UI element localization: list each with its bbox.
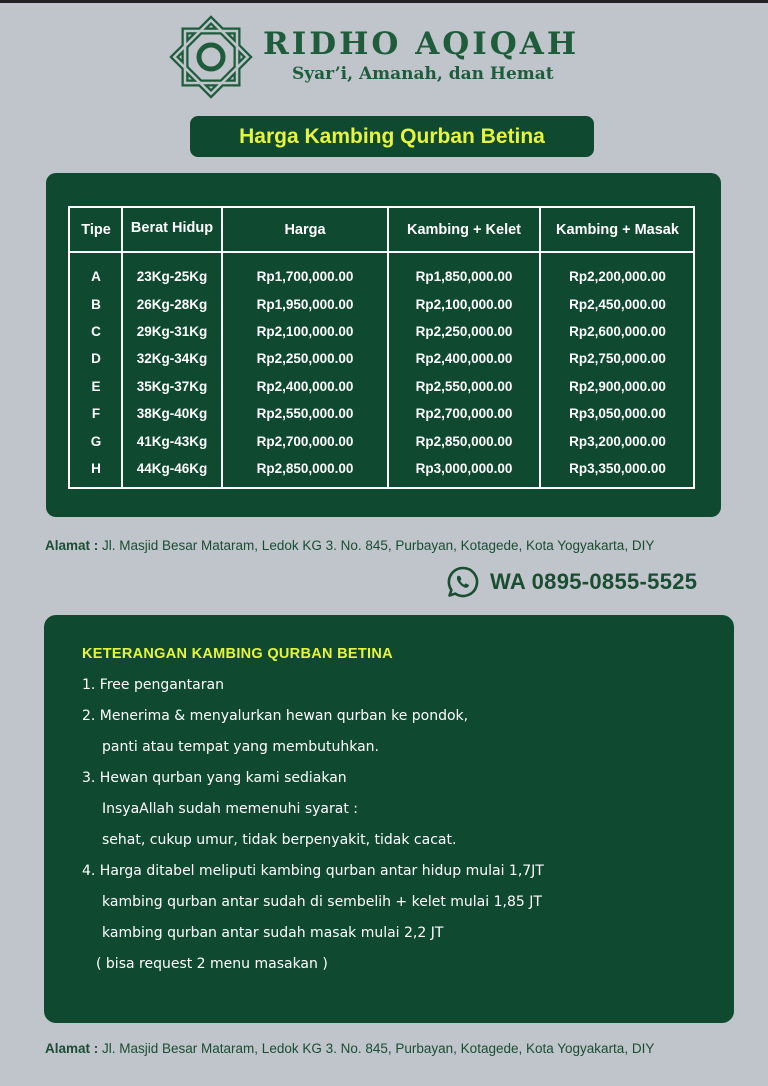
- table-row: [70, 373, 693, 400]
- cell-berat: 35Kg-37Kg: [136, 378, 208, 394]
- table-row: [70, 455, 693, 482]
- header-kambing-masak: Kambing + Masak: [556, 221, 679, 238]
- table-row: [70, 318, 693, 345]
- address-line-footer: [45, 1041, 745, 1056]
- cell-harga: Rp2,850,000.00: [256, 460, 354, 476]
- header-tipe: Tipe: [81, 221, 111, 238]
- cell-kelet: Rp1,850,000.00: [415, 269, 513, 285]
- note-line: kambing qurban antar sudah masak mulai 2,2 JT: [102, 925, 444, 941]
- note-line: ( bisa request 2 menu masakan ): [96, 956, 328, 972]
- notes-title: KETERANGAN KAMBING QURBAN BETINA: [82, 646, 393, 662]
- cell-harga: Rp2,400,000.00: [256, 378, 354, 394]
- brand-name: RIDHO AQIQAH: [263, 26, 580, 62]
- cell-tipe: F: [91, 406, 101, 422]
- cell-tipe: D: [91, 351, 101, 367]
- table-row: [70, 345, 693, 372]
- cell-harga: Rp2,250,000.00: [256, 351, 354, 367]
- cell-kelet: Rp3,000,000.00: [415, 460, 513, 476]
- header-harga: Harga: [284, 221, 326, 238]
- cell-berat: 41Kg-43Kg: [136, 433, 208, 449]
- address-label: Alamat :: [45, 1041, 99, 1056]
- table-row: [70, 427, 693, 454]
- cell-berat: 29Kg-31Kg: [136, 323, 208, 339]
- cell-berat: 44Kg-46Kg: [136, 460, 208, 476]
- cell-tipe: H: [91, 460, 101, 476]
- cell-berat: 38Kg-40Kg: [136, 406, 208, 422]
- price-table: [68, 206, 695, 489]
- cell-masak: Rp2,750,000.00: [569, 351, 666, 367]
- cell-harga: Rp1,950,000.00: [256, 296, 354, 312]
- cell-tipe: A: [91, 269, 101, 285]
- note-line: 4. Harga ditabel meliputi kambing qurban antar hidup mulai 1,7JT: [82, 863, 544, 879]
- brand-tagline: Syar’i, Amanah, dan Hemat: [292, 64, 554, 84]
- cell-tipe: E: [91, 378, 101, 394]
- cell-harga: Rp2,550,000.00: [256, 406, 354, 422]
- address-text: Jl. Masjid Besar Mataram, Ledok KG 3. No. 845, Purbayan, Kotagede, Kota Yogyakarta, DIY: [98, 1041, 655, 1056]
- table-row: [70, 400, 693, 427]
- address-line: [45, 538, 745, 553]
- cell-tipe: G: [90, 433, 102, 449]
- cell-berat: 23Kg-25Kg: [136, 269, 208, 285]
- cell-harga: Rp2,100,000.00: [256, 323, 354, 339]
- cell-masak: Rp3,200,000.00: [569, 433, 666, 449]
- page-title-banner: [190, 116, 594, 157]
- table-row: [70, 263, 693, 290]
- cell-masak: Rp2,450,000.00: [569, 296, 666, 312]
- whatsapp-icon: [446, 565, 480, 599]
- cell-kelet: Rp2,850,000.00: [415, 433, 513, 449]
- cell-kelet: Rp2,250,000.00: [415, 323, 513, 339]
- cell-berat: 26Kg-28Kg: [136, 296, 208, 312]
- cell-masak: Rp3,050,000.00: [569, 406, 666, 422]
- whatsapp-contact[interactable]: [446, 564, 697, 600]
- table-row: [70, 290, 693, 317]
- cell-berat: 32Kg-34Kg: [136, 351, 208, 367]
- cell-kelet: Rp2,700,000.00: [415, 406, 513, 422]
- table-body: [70, 263, 693, 482]
- note-line: InsyaAllah sudah memenuhi syarat :: [102, 801, 358, 817]
- cell-harga: Rp1,700,000.00: [256, 269, 354, 285]
- cell-tipe: B: [91, 296, 101, 312]
- cell-masak: Rp2,900,000.00: [569, 378, 666, 394]
- note-line: 3. Hewan qurban yang kami sediakan: [82, 770, 347, 786]
- note-line: 1. Free pengantaran: [82, 677, 224, 693]
- top-border: [0, 0, 768, 3]
- brand-header: [168, 14, 608, 100]
- header-kambing-kelet: Kambing + Kelet: [406, 221, 521, 238]
- note-line: 2. Menerima & menyalurkan hewan qurban ke pondok,: [82, 708, 469, 724]
- whatsapp-number: WA 0895-0855-5525: [490, 569, 698, 594]
- notes-panel: [44, 615, 734, 1023]
- cell-masak: Rp3,350,000.00: [569, 460, 666, 476]
- cell-tipe: C: [91, 323, 101, 339]
- header-berat-hidup: Berat Hidup: [130, 220, 214, 236]
- cell-masak: Rp2,600,000.00: [569, 323, 666, 339]
- table-header-row: [70, 208, 693, 253]
- cell-masak: Rp2,200,000.00: [569, 269, 666, 285]
- cell-kelet: Rp2,400,000.00: [415, 351, 513, 367]
- octagram-logo-icon: [168, 14, 254, 100]
- price-table-panel: [46, 173, 721, 517]
- address-text: Jl. Masjid Besar Mataram, Ledok KG 3. No. 845, Purbayan, Kotagede, Kota Yogyakarta, DIY: [98, 538, 655, 553]
- cell-harga: Rp2,700,000.00: [256, 433, 354, 449]
- note-line: panti atau tempat yang membutuhkan.: [102, 739, 380, 755]
- cell-kelet: Rp2,550,000.00: [415, 378, 513, 394]
- note-line: sehat, cukup umur, tidak berpenyakit, tidak cacat.: [102, 832, 457, 848]
- page-title: Harga Kambing Qurban Betina: [239, 124, 545, 148]
- cell-kelet: Rp2,100,000.00: [415, 296, 513, 312]
- address-label: Alamat :: [45, 538, 99, 553]
- note-line: kambing qurban antar sudah di sembelih + kelet mulai 1,85 JT: [102, 894, 542, 910]
